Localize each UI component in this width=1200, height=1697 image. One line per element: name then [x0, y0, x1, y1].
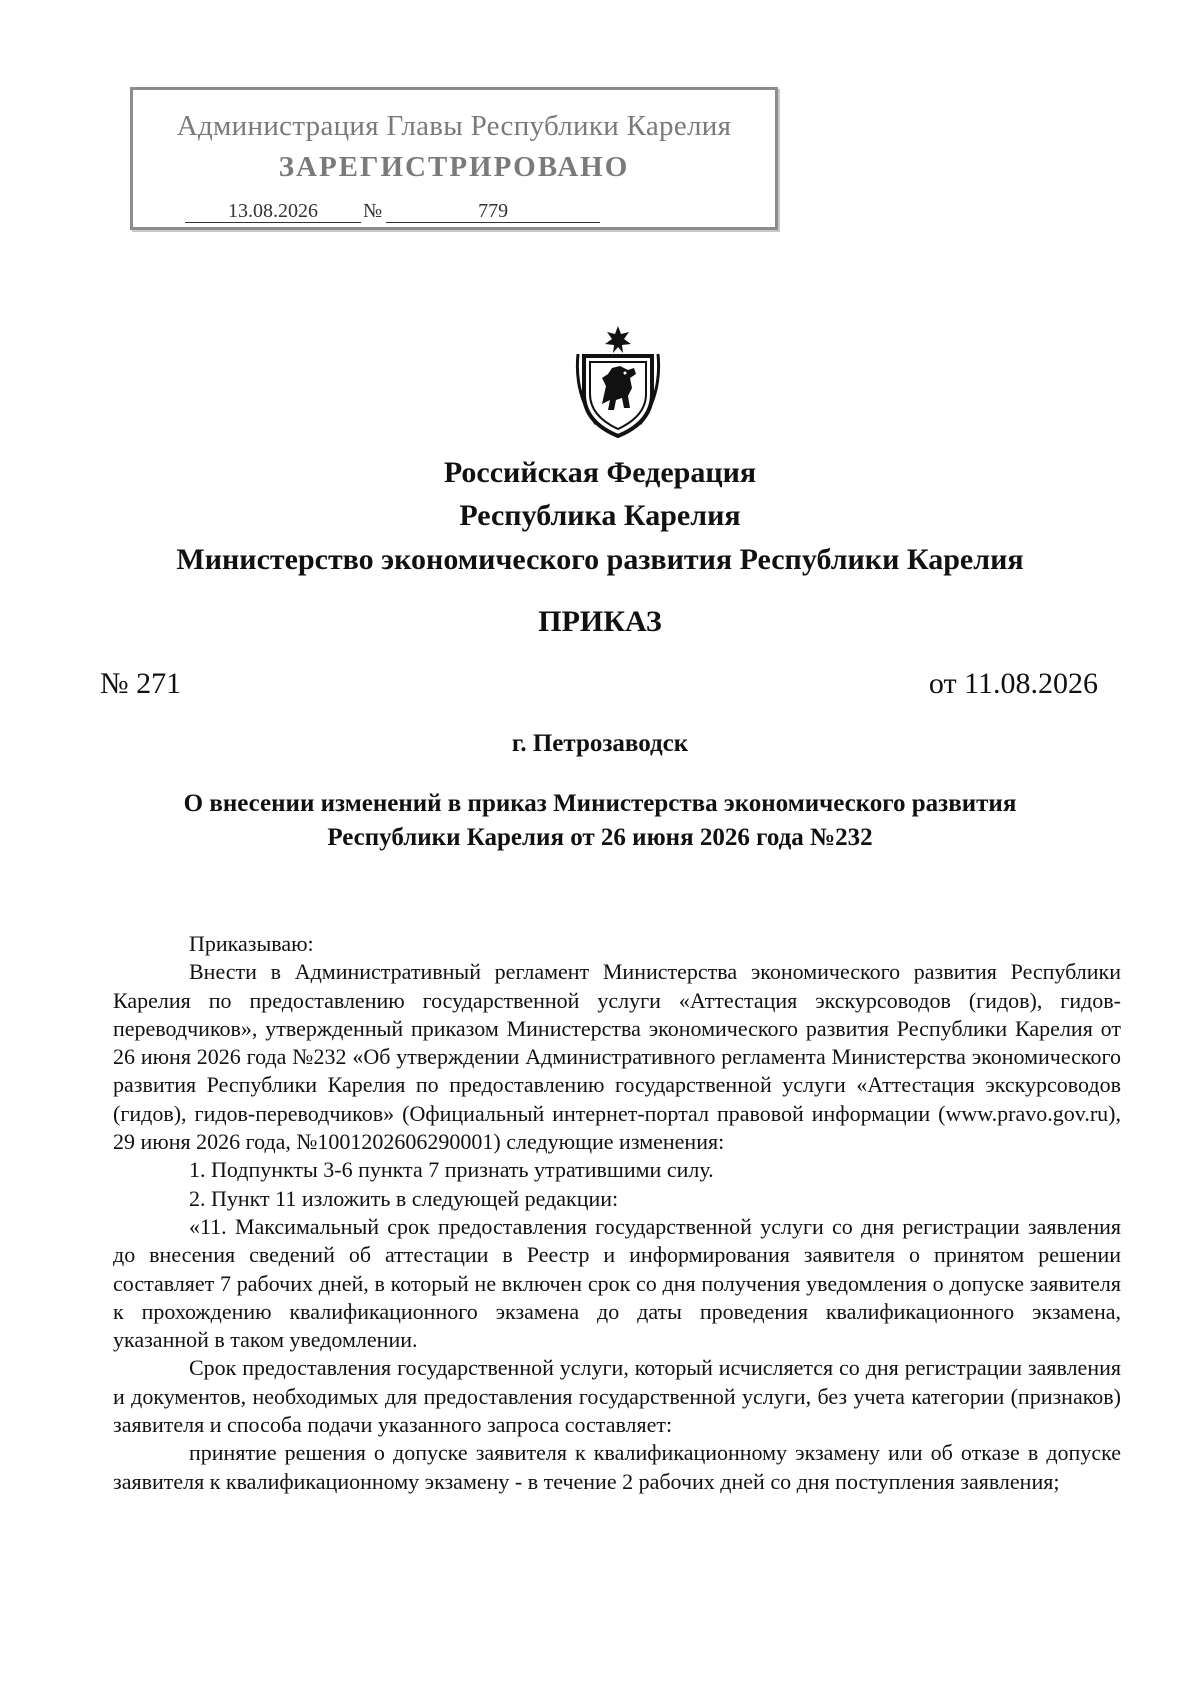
- header-ministry: Министерство экономического развития Республики Карелия: [176, 543, 1024, 576]
- paragraph-order-word: Приказываю:: [189, 931, 314, 956]
- order-city: г. Петрозаводск: [511, 730, 689, 757]
- order-date: от 11.08.2026: [928, 667, 1098, 700]
- karelia-coat-of-arms-icon: [572, 324, 664, 438]
- header-republic: Республика Карелия: [459, 499, 741, 532]
- stamp-status: ЗАРЕГИСТРИРОВАНО: [278, 151, 630, 183]
- paragraph-amendment-intro: Внести в Административный регламент Министерства экономического развития Республики Карелия по предоставлению государственной услуги «Аттестация экскурсоводов (гидов), гидов-переводчиков», утвержденный приказом Министерства экономического развития Республики Карелия от 26 июня 2026 года №232 «Об утверждении Административного регламента Министерства экономического развития Республики Карелия по предоставлению государственной услуги «Аттестация экскурсоводов (гидов), гидов-переводчиков» (Официальный интернет-портал правовой информации (www.pravo.gov.ru), 29 июня 2026 года, №1001202606290001) следующие изменения:: [113, 959, 1121, 1155]
- stamp-number: 779: [386, 200, 600, 223]
- paragraph-item-2: 2. Пункт 11 изложить в следующей редакции:: [189, 1185, 619, 1211]
- stamp-number-label: №: [363, 200, 383, 222]
- paragraph-item-1: 1. Подпункты 3-6 пункта 7 признать утратившими силу.: [189, 1157, 714, 1183]
- order-body: [113, 930, 1121, 1496]
- order-title-line1: О внесении изменений в приказ Министерства экономического развития: [183, 790, 1017, 817]
- document-type: ПРИКАЗ: [538, 605, 662, 638]
- paragraph-service-term: Срок предоставления государственной услуги, который исчисляется со дня регистрации заявления и документов, необходимых для предоставления государственной услуги, без учета категории (признаков) заявителя и способа подачи указанного запроса составляет:: [113, 1355, 1121, 1438]
- stamp-registration-line: [185, 200, 600, 223]
- order-number: № 271: [100, 667, 182, 700]
- order-title-line2: Республики Карелия от 26 июня 2026 года №232: [327, 824, 873, 851]
- header-country: Российская Федерация: [443, 456, 757, 489]
- paragraph-clause-11: «11. Максимальный срок предоставления государственной услуги со дня регистрации заявления до внесения сведений об аттестации в Реестр и информирования заявителя о принятом решении составляет 7 рабочих дней, в который не включен срок со дня получения уведомления о допуске заявителя к прохождению квалификационного экзамена до даты проведения квалификационного экзамена, указанной в таком уведомлении.: [113, 1213, 1121, 1353]
- paragraph-admission-decision: принятие решения о допуске заявителя к квалификационному экзамену или об отказе в допуске заявителя к квалификационному экзамену - в течение 2 рабочих дней со дня поступления заявления;: [113, 1440, 1121, 1494]
- registration-stamp: [130, 87, 778, 230]
- stamp-organization: Администрация Главы Республики Карелия: [176, 110, 732, 142]
- stamp-date: 13.08.2026: [185, 200, 361, 223]
